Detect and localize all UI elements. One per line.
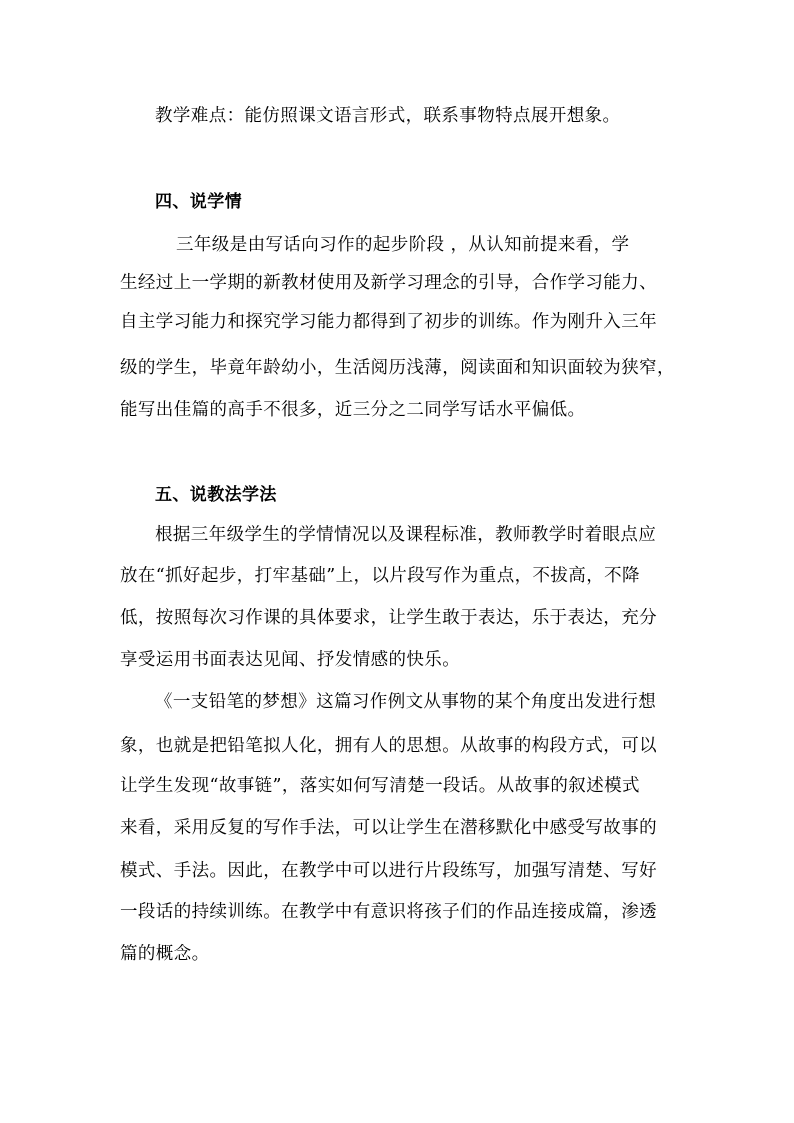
section-four-line: 自主学习能力和探究学习能力都得到了初步的训练。作为刚升入三年: [120, 312, 657, 332]
section-five-paragraph-one-line: 放在“抓好起步，打牢基础”上，以片段写作为重点，不拔高，不降: [120, 566, 640, 586]
section-five-paragraph-two-line: 篇的概念。: [120, 944, 210, 964]
section-five-paragraph-two-line: 象，也就是把铅笔拟人化，拥有人的思想。从故事的构段方式，可以: [120, 736, 657, 756]
section-four-line: 生经过上一学期的新教材使用及新学习理念的引导，合作学习能力、: [120, 273, 657, 293]
section-four-line: 级的学生，毕竟年龄幼小，生活阅历浅薄，阅读面和知识面较为狭窄，: [120, 358, 675, 378]
teaching-difficulty-line: 教学难点：能仿照课文语言形式，联系事物特点展开想象。: [155, 106, 621, 126]
section-five-paragraph-two-line: 一段话的持续训练。在教学中有意识将孩子们的作品连接成篇，渗透: [120, 902, 657, 922]
section-five-paragraph-one-line: 低，按照每次习作课的具体要求，让学生敢于表达，乐于表达，充分: [120, 608, 657, 628]
section-five-paragraph-two-line: 让学生发现“故事链”，落实如何写清楚一段话。从故事的叙述模式: [120, 776, 640, 796]
section-five-paragraph-one-line: 根据三年级学生的学情情况以及课程标准，教师教学时着眼点应: [155, 525, 657, 545]
section-four-line: 三年级是由写话向习作的起步阶段 ，从认知前提来看，学: [176, 235, 630, 255]
section-five-paragraph-two-line: 来看，采用反复的写作手法，可以让学生在潜移默化中感受写故事的: [120, 818, 657, 838]
section-five-heading: 五、说教法学法: [155, 485, 277, 505]
section-four-line: 能写出佳篇的高手不很多，近三分之二同学写话水平偏低。: [120, 400, 586, 420]
section-five-paragraph-two-line: 《一支铅笔的梦想》这篇习作例文从事物的某个角度出发进行想: [155, 692, 657, 712]
section-five-paragraph-one-line: 享受运用书面表达见闻、抒发情感的快乐。: [120, 650, 461, 670]
section-five-paragraph-two-line: 模式、手法。因此，在教学中可以进行片段练写，加强写清楚、写好: [120, 861, 657, 881]
section-four-heading: 四、说学情: [155, 192, 242, 212]
